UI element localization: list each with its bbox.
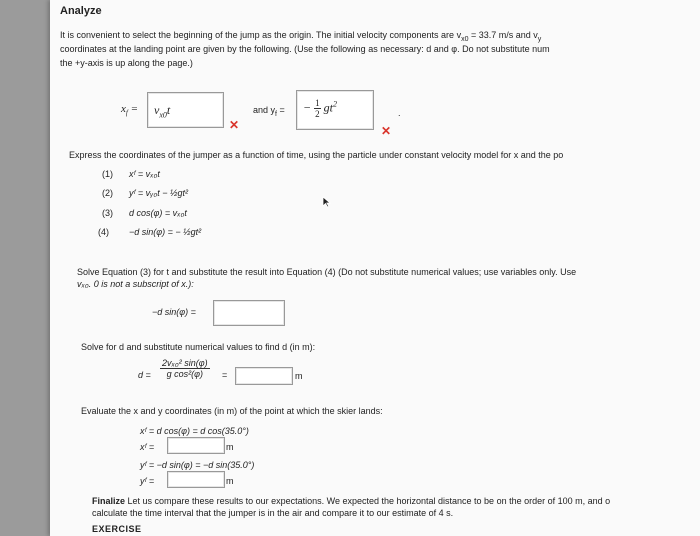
xf-eval-unit: m <box>226 442 234 452</box>
express-text: Express the coordinates of the jumper as a function of time, using the particle under constant velocity model for x and the po <box>69 150 564 160</box>
section-heading: Analyze <box>60 5 102 17</box>
xf-eval-label: xᶠ = <box>140 442 155 452</box>
d-unit: m <box>295 371 303 381</box>
equation-4-number: (4) <box>98 227 109 237</box>
xf-incorrect-icon: ✕ <box>229 118 240 132</box>
yf-incorrect-icon: ✕ <box>381 124 392 138</box>
d-answer-input[interactable] <box>235 367 293 385</box>
intro-line-3: the +y-axis is up along the page.) <box>60 58 193 68</box>
xf-label: $x_f$ = <box>121 103 139 118</box>
equation-1: xᶠ = vₓ₀t <box>129 169 160 179</box>
solve-text-1: Solve Equation (3) for t and substitute the result into Equation (4) (Do not substitute numerical values; use variables only. Use <box>77 267 577 277</box>
yf-expression: yᶠ = −d sin(φ) = −d sin(35.0°) <box>140 460 255 470</box>
xf-expression: xᶠ = d cos(φ) = d cos(35.0°) <box>140 426 249 436</box>
solve-d-text: Solve for d and substitute numerical values to find d (in m): <box>81 342 316 352</box>
problem-page <box>50 0 700 536</box>
solve-text-2: vₓ₀. 0 is not a subscript of x.): <box>77 279 194 289</box>
finalize-line-2: calculate the time interval that the jumper is in the air and compare it to our estimate of 4 s. <box>92 508 454 518</box>
equation-2: yᶠ = vᵧ₀t − ½gt² <box>129 188 188 198</box>
finalize-line-1: Finalize Let us compare these results to our expectations. We expected the horizontal distance to be on the order of 100 m, and o <box>92 496 611 506</box>
mouse-pointer-icon <box>322 196 332 208</box>
xf-answer-input[interactable]: $v_{x0}t$ <box>147 92 224 128</box>
d-formula-fraction: 2vₓ₀² sin(φ) g cos²(φ) <box>162 358 208 379</box>
equation-3: d cos(φ) = vₓ₀t <box>129 208 187 218</box>
yf-eval-label: yᶠ = <box>140 476 155 486</box>
equation-3-number: (3) <box>102 208 113 218</box>
intro-line-2: coordinates at the landing point are given by the following. (Use the following as necessary: d and φ. Do not substitute num <box>60 44 550 54</box>
exercise-heading: EXERCISE <box>92 524 142 534</box>
yf-eval-unit: m <box>226 476 234 486</box>
evaluate-text: Evaluate the x and y coordinates (in m) of the point at which the skier lands: <box>81 406 383 416</box>
d-formula-lhs: d = <box>138 370 151 380</box>
equation-1-number: (1) <box>102 169 113 179</box>
d-formula-equals: = <box>222 370 228 380</box>
yf-answer-input[interactable]: − $\frac{1}{2}$ $gt^2$ <box>296 90 374 130</box>
dsin-label: −d sin(φ) = <box>152 307 196 317</box>
intro-line-1: It is convenient to select the beginning of the jump as the origin. The initial velocity components are $v_{x0} = 33.7$ m/s and $v_y$ <box>60 30 542 43</box>
xf-eval-input[interactable] <box>167 437 225 454</box>
and-yf-label: and $y_f$ = <box>253 105 285 118</box>
yf-eval-input[interactable] <box>167 471 225 488</box>
equation-4: −d sin(φ) = − ½gt² <box>129 227 202 237</box>
dot-separator: . <box>398 108 401 118</box>
equation-2-number: (2) <box>102 188 113 198</box>
dsin-answer-input[interactable] <box>213 300 285 326</box>
